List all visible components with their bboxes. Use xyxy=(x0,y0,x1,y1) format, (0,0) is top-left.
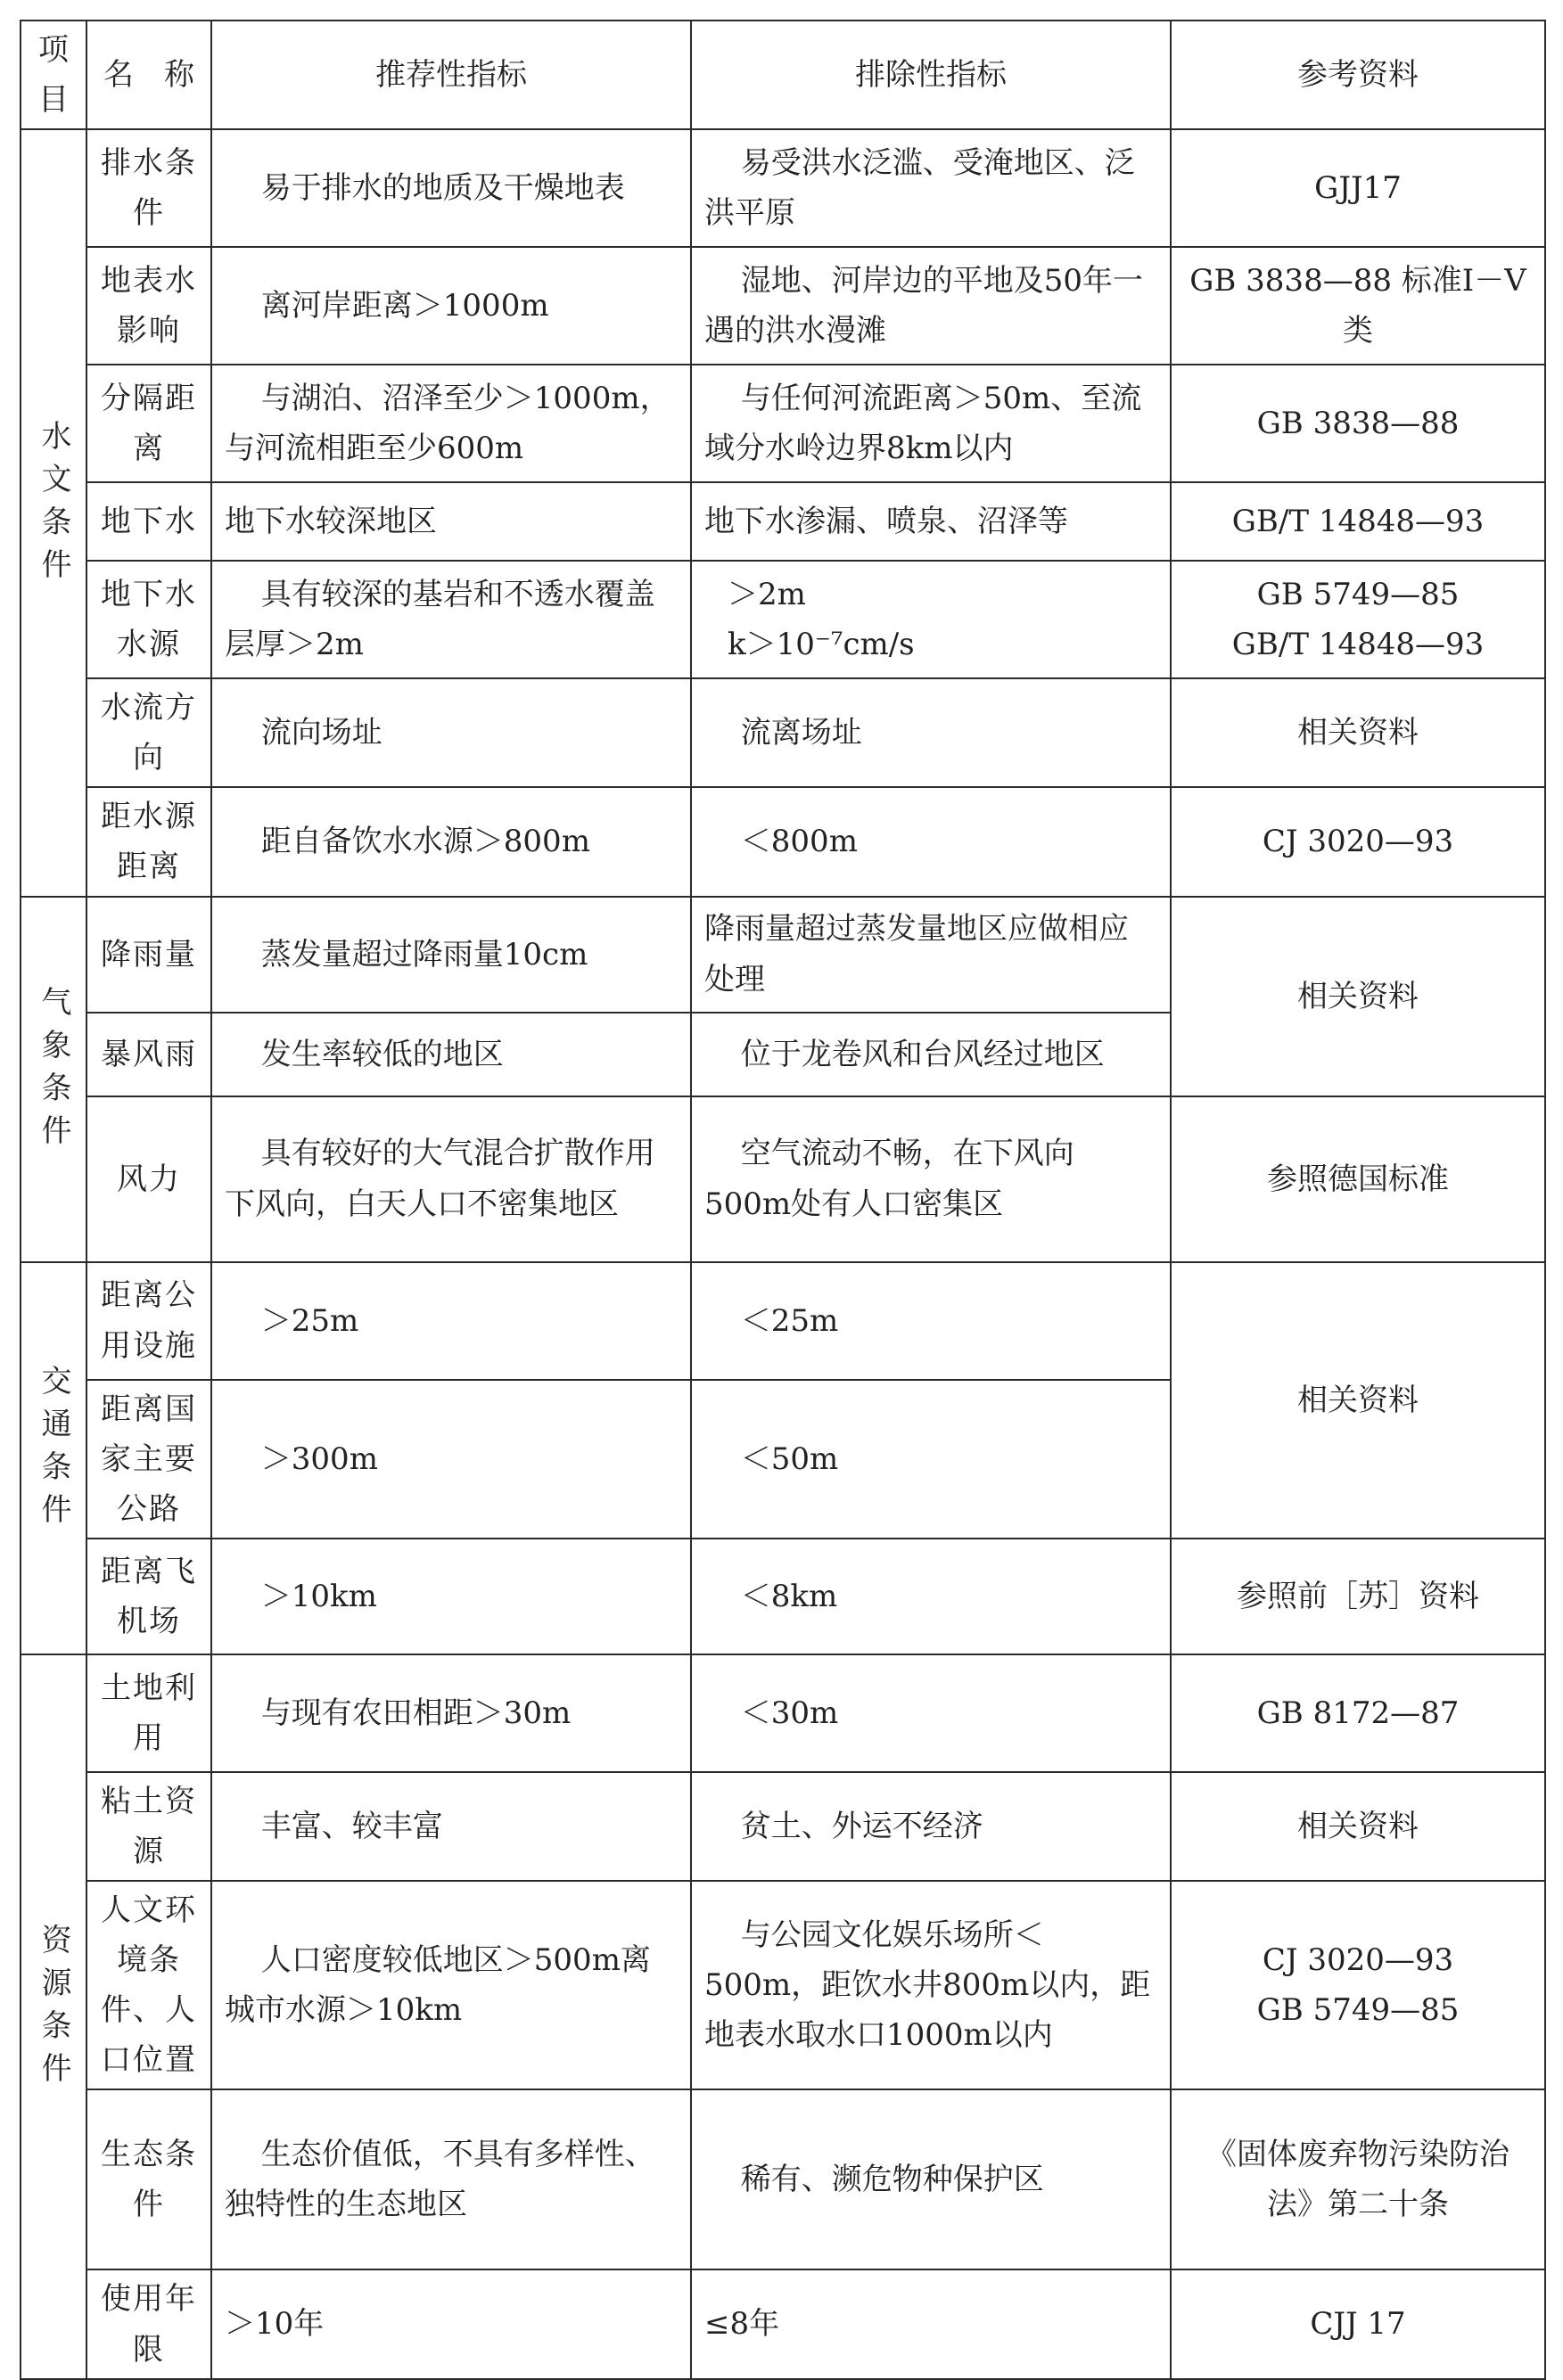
row-name: 人文环境条件、人口位置 xyxy=(86,1881,211,2089)
row-excluded: 与任何河流距离＞50m、至流域分水岭边界8km以内 xyxy=(691,365,1171,482)
row-name: 地下水 xyxy=(86,482,211,561)
excluded-line-1: ＞2m xyxy=(728,577,806,613)
reference-line-2: GB 5749—85 xyxy=(1256,1992,1460,2029)
row-recommended: 生态价值低，不具有多样性、独特性的生态地区 xyxy=(211,2089,691,2269)
row-excluded: 贫土、外运不经济 xyxy=(691,1772,1171,1881)
row-name: 分隔距离 xyxy=(86,365,211,482)
row-excluded: ＜800m xyxy=(691,787,1171,896)
header-recommended: 推荐性指标 xyxy=(211,21,691,129)
table-row xyxy=(21,1096,1545,1262)
table-row xyxy=(21,561,1545,678)
row-excluded: ＜50m xyxy=(691,1380,1171,1539)
row-name: 距离公用设施 xyxy=(86,1262,211,1380)
row-reference: 《固体废弃物污染防治法》第二十条 xyxy=(1171,2089,1545,2269)
table-row xyxy=(21,482,1545,561)
header-excluded: 排除性指标 xyxy=(691,21,1171,129)
row-recommended: 与现有农田相距＞30m xyxy=(211,1654,691,1772)
row-excluded: 湿地、河岸边的平地及50年一遇的洪水漫滩 xyxy=(691,247,1171,365)
row-name: 生态条件 xyxy=(86,2089,211,2269)
row-name: 距离飞机场 xyxy=(86,1539,211,1654)
row-excluded: ＜25m xyxy=(691,1262,1171,1380)
table-row xyxy=(21,129,1545,247)
row-excluded: 空气流动不畅，在下风向500m处有人口密集区 xyxy=(691,1096,1171,1262)
row-reference: GJJ17 xyxy=(1171,129,1545,247)
row-recommended: ＞300m xyxy=(211,1380,691,1539)
excluded-line-2: k＞10⁻⁷cm/s xyxy=(728,627,915,663)
row-name: 使用年限 xyxy=(86,2269,211,2378)
table-row xyxy=(21,1881,1545,2089)
row-recommended: 与湖泊、沼泽至少＞1000m，与河流相距至少600m xyxy=(211,365,691,482)
row-name: 水流方向 xyxy=(86,678,211,787)
table-row xyxy=(21,678,1545,787)
reference-line-1: GB 5749—85 xyxy=(1256,577,1460,613)
row-recommended: 具有较深的基岩和不透水覆盖层厚＞2m xyxy=(211,561,691,678)
row-name: 距水源距离 xyxy=(86,787,211,896)
category-traffic: 交通条件 xyxy=(21,1262,86,1654)
row-recommended: 流向场址 xyxy=(211,678,691,787)
criteria-table xyxy=(20,20,1546,2380)
row-reference: GB 3838—88 xyxy=(1171,365,1545,482)
row-excluded xyxy=(691,561,1171,678)
row-excluded: ＜8km xyxy=(691,1539,1171,1654)
row-excluded: 与公园文化娱乐场所＜500m，距饮水井800m以内，距地表水取水口1000m以内 xyxy=(691,1881,1171,2089)
row-reference: GB/T 14848—93 xyxy=(1171,482,1545,561)
row-name: 风力 xyxy=(86,1096,211,1262)
row-name: 地下水水源 xyxy=(86,561,211,678)
row-name: 暴风雨 xyxy=(86,1013,211,1096)
row-excluded: ＜30m xyxy=(691,1654,1171,1772)
row-recommended: 发生率较低的地区 xyxy=(211,1013,691,1096)
reference-line-2: GB/T 14848—93 xyxy=(1231,627,1485,663)
row-excluded: 稀有、濒危物种保护区 xyxy=(691,2089,1171,2269)
row-reference: 参照德国标准 xyxy=(1171,1096,1545,1262)
table-row xyxy=(21,1262,1545,1380)
table-row xyxy=(21,1539,1545,1654)
row-reference: CJ 3020—93 xyxy=(1171,787,1545,896)
category-resource: 资源条件 xyxy=(21,1654,86,2379)
table-row xyxy=(21,1654,1545,1772)
category-climate: 气象条件 xyxy=(21,897,86,1262)
row-reference xyxy=(1171,1881,1545,2089)
header-row xyxy=(21,21,1545,129)
table-row xyxy=(21,247,1545,365)
header-name: 名 称 xyxy=(86,21,211,129)
row-recommended: 蒸发量超过降雨量10cm xyxy=(211,897,691,1013)
table-row xyxy=(21,2089,1545,2269)
row-excluded: 易受洪水泛滥、受淹地区、泛洪平原 xyxy=(691,129,1171,247)
row-name: 粘土资源 xyxy=(86,1772,211,1881)
row-recommended: 离河岸距离＞1000m xyxy=(211,247,691,365)
row-name: 降雨量 xyxy=(86,897,211,1013)
row-recommended: 地下水较深地区 xyxy=(211,482,691,561)
row-name: 距离国家主要公路 xyxy=(86,1380,211,1539)
row-recommended: ＞25m xyxy=(211,1262,691,1380)
row-excluded: 流离场址 xyxy=(691,678,1171,787)
category-hydro: 水文条件 xyxy=(21,129,86,896)
table-row xyxy=(21,365,1545,482)
row-reference: 参照前［苏］资料 xyxy=(1171,1539,1545,1654)
header-reference: 参考资料 xyxy=(1171,21,1545,129)
table-row xyxy=(21,1772,1545,1881)
row-name: 排水条件 xyxy=(86,129,211,247)
row-recommended: 距自备饮水水源＞800m xyxy=(211,787,691,896)
table-row xyxy=(21,897,1545,1013)
row-name: 土地利用 xyxy=(86,1654,211,1772)
row-reference: 相关资料 xyxy=(1171,678,1545,787)
row-excluded: 位于龙卷风和台风经过地区 xyxy=(691,1013,1171,1096)
row-reference: 相关资料 xyxy=(1171,1772,1545,1881)
row-reference: GB 8172—87 xyxy=(1171,1654,1545,1772)
row-name: 地表水影响 xyxy=(86,247,211,365)
row-reference: CJJ 17 xyxy=(1171,2269,1545,2378)
row-recommended: 丰富、较丰富 xyxy=(211,1772,691,1881)
row-excluded: ≤8年 xyxy=(691,2269,1171,2378)
row-excluded: 降雨量超过蒸发量地区应做相应处理 xyxy=(691,897,1171,1013)
row-recommended: ＞10年 xyxy=(211,2269,691,2378)
table-row xyxy=(21,2269,1545,2378)
row-recommended: 具有较好的大气混合扩散作用下风向，白天人口不密集地区 xyxy=(211,1096,691,1262)
row-reference: GB 3838—88 标准Ⅰ－Ⅴ类 xyxy=(1171,247,1545,365)
row-reference: 相关资料 xyxy=(1171,897,1545,1096)
row-recommended: ＞10km xyxy=(211,1539,691,1654)
reference-line-1: CJ 3020—93 xyxy=(1262,1942,1454,1979)
row-excluded: 地下水渗漏、喷泉、沼泽等 xyxy=(691,482,1171,561)
table-row xyxy=(21,787,1545,896)
header-item: 项目 xyxy=(21,21,86,129)
row-recommended: 人口密度较低地区＞500m离城市水源＞10km xyxy=(211,1881,691,2089)
row-recommended: 易于排水的地质及干燥地表 xyxy=(211,129,691,247)
row-reference xyxy=(1171,561,1545,678)
row-reference: 相关资料 xyxy=(1171,1262,1545,1539)
